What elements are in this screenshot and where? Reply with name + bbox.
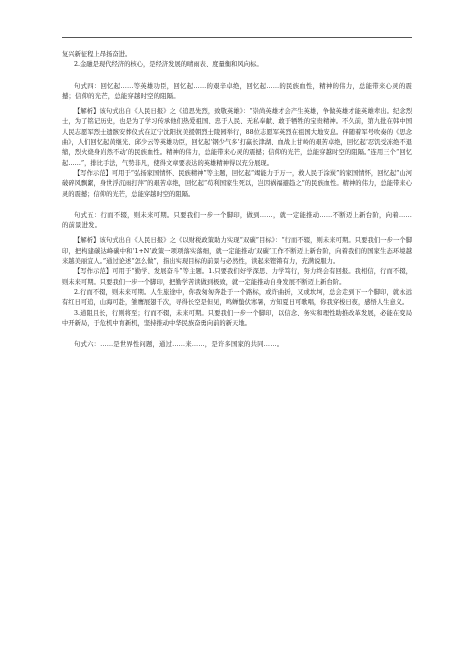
pattern-four: 句式四：回忆起……等英雄功臣，回忆起……的艰辛卓绝，回忆起……的民族血性，精神的伟力，总能带来心灵的震撼；信仰的光芒，总能穿越时空的阻隔。 (62, 81, 412, 100)
pattern-six: 句式六：……是世界性问题，通过……来……，是许多国家的共同……。 (74, 340, 284, 349)
pattern-five: 句式五：行而不辍，则未来可期。只要我们一步一个脚印，做到……，就一定能推动……不断迈上新台阶，向着……的前景进发。 (62, 210, 412, 230)
paragraph-continuation: 复兴新征程上昂扬奋进。 (62, 51, 132, 58)
paragraph-finance-point: 2.金融是现代经济的核心，是经济发展的晴雨表、度量衡和风向标。 (74, 61, 263, 69)
example-five-3: 3.道阻且长，行则将至；行而不辍，未来可期。只要我们一步一个脚印，以信念、务实和理性助推改革发展，必能在变局中开新局，于危机中育新机，坚持推动中华民族奋勇向前的新天地。 (62, 309, 412, 327)
example-four: 【写作示范】可用于“弘扬家国情怀、民族精神”等主题，回忆起“竭能力于万一，救人民于涂炭”的家国情怀，回忆起“山河破碎风飘絮，身世浮沉雨打萍”的艰苦卓绝，回忆起“苟利国家生死以，岂因祸福避趋之”的民族血性。精神的伟力，总能带来心灵的震撼；信仰的光芒，总能穿越时空的阻隔。 (62, 169, 412, 198)
document-body (62, 50, 412, 349)
header-rule (62, 37, 412, 38)
example-five-1: 【写作示范】可用于“勤学、发展奋斗”等主题。1.只要我们好学深思、力学笃行，努力终会有回报。我相信，行而不辍，则未来可期。只要我们一步一个脚印，把勤学苦读做到极致，就一定能推动自身发展不断迈上新台阶。 (62, 268, 412, 286)
analysis-five: 【解析】该句式出自《人民日报》之《以财税政策助力实现“双碳”目标》：“行而不辍，则未来可期。只要我们一步一个脚印，把构建碳达峰碳中和‘1+N’政策一项项落实落细，就一定能推动‘双碳’工作不断迈上新台阶，向着我们的国家生态环境越来越美丽宜人。”通过论述“怎么做”，指出实现目标的前景与必然性，读起来铿锵有力，充满说服力。 (62, 237, 412, 266)
example-five-2: 2.行而不辍，则未来可期。人生旅途中，你我匆匆奔赴于一个路标，或许曲折，又或坎坷，总会走到下一个脚印，就永远有红日可追，山海可赴，雏鹰展翅千次，寻得长空是但见，鸣蝉蛰伏寒暑，方知夏日可歌唱，你我穿梭日夜，感悟人生意义。 (62, 288, 412, 307)
analysis-four: 【解析】该句式出自《人民日报》之《追思先烈，致敬英雄》：“崇尚英雄才会产生英雄，争做英雄才能英雄辈出。纪念烈士，为了铭记历史，也是为了学习传承他们热爱祖国、忠于人民、无私奉献、敢于牺牲的宝贵精神。不久前，第九批在韩中国人民志愿军烈士遗骸安葬仪式在辽宁沈阳抗美援朝烈士陵园举行，88位志愿军英烈在祖国大地安息。伴随着军号吹奏的《思念曲》，人们回忆起黄继光、邱少云等英雄功臣，回忆起‘钢少气多’打赢长津湖、血战上甘岭的艰苦卓绝，回忆起‘忍饥受冻绝不退缩，烈火烧身岿然不动’的民族血性。精神的伟力，总能带来心灵的震撼；信仰的光芒，总能穿越时空的阻隔。”连用三个“回忆起……”，排比手法，气势非凡，使得文章要表达的英雄精神得以充分展现。 (62, 108, 412, 167)
